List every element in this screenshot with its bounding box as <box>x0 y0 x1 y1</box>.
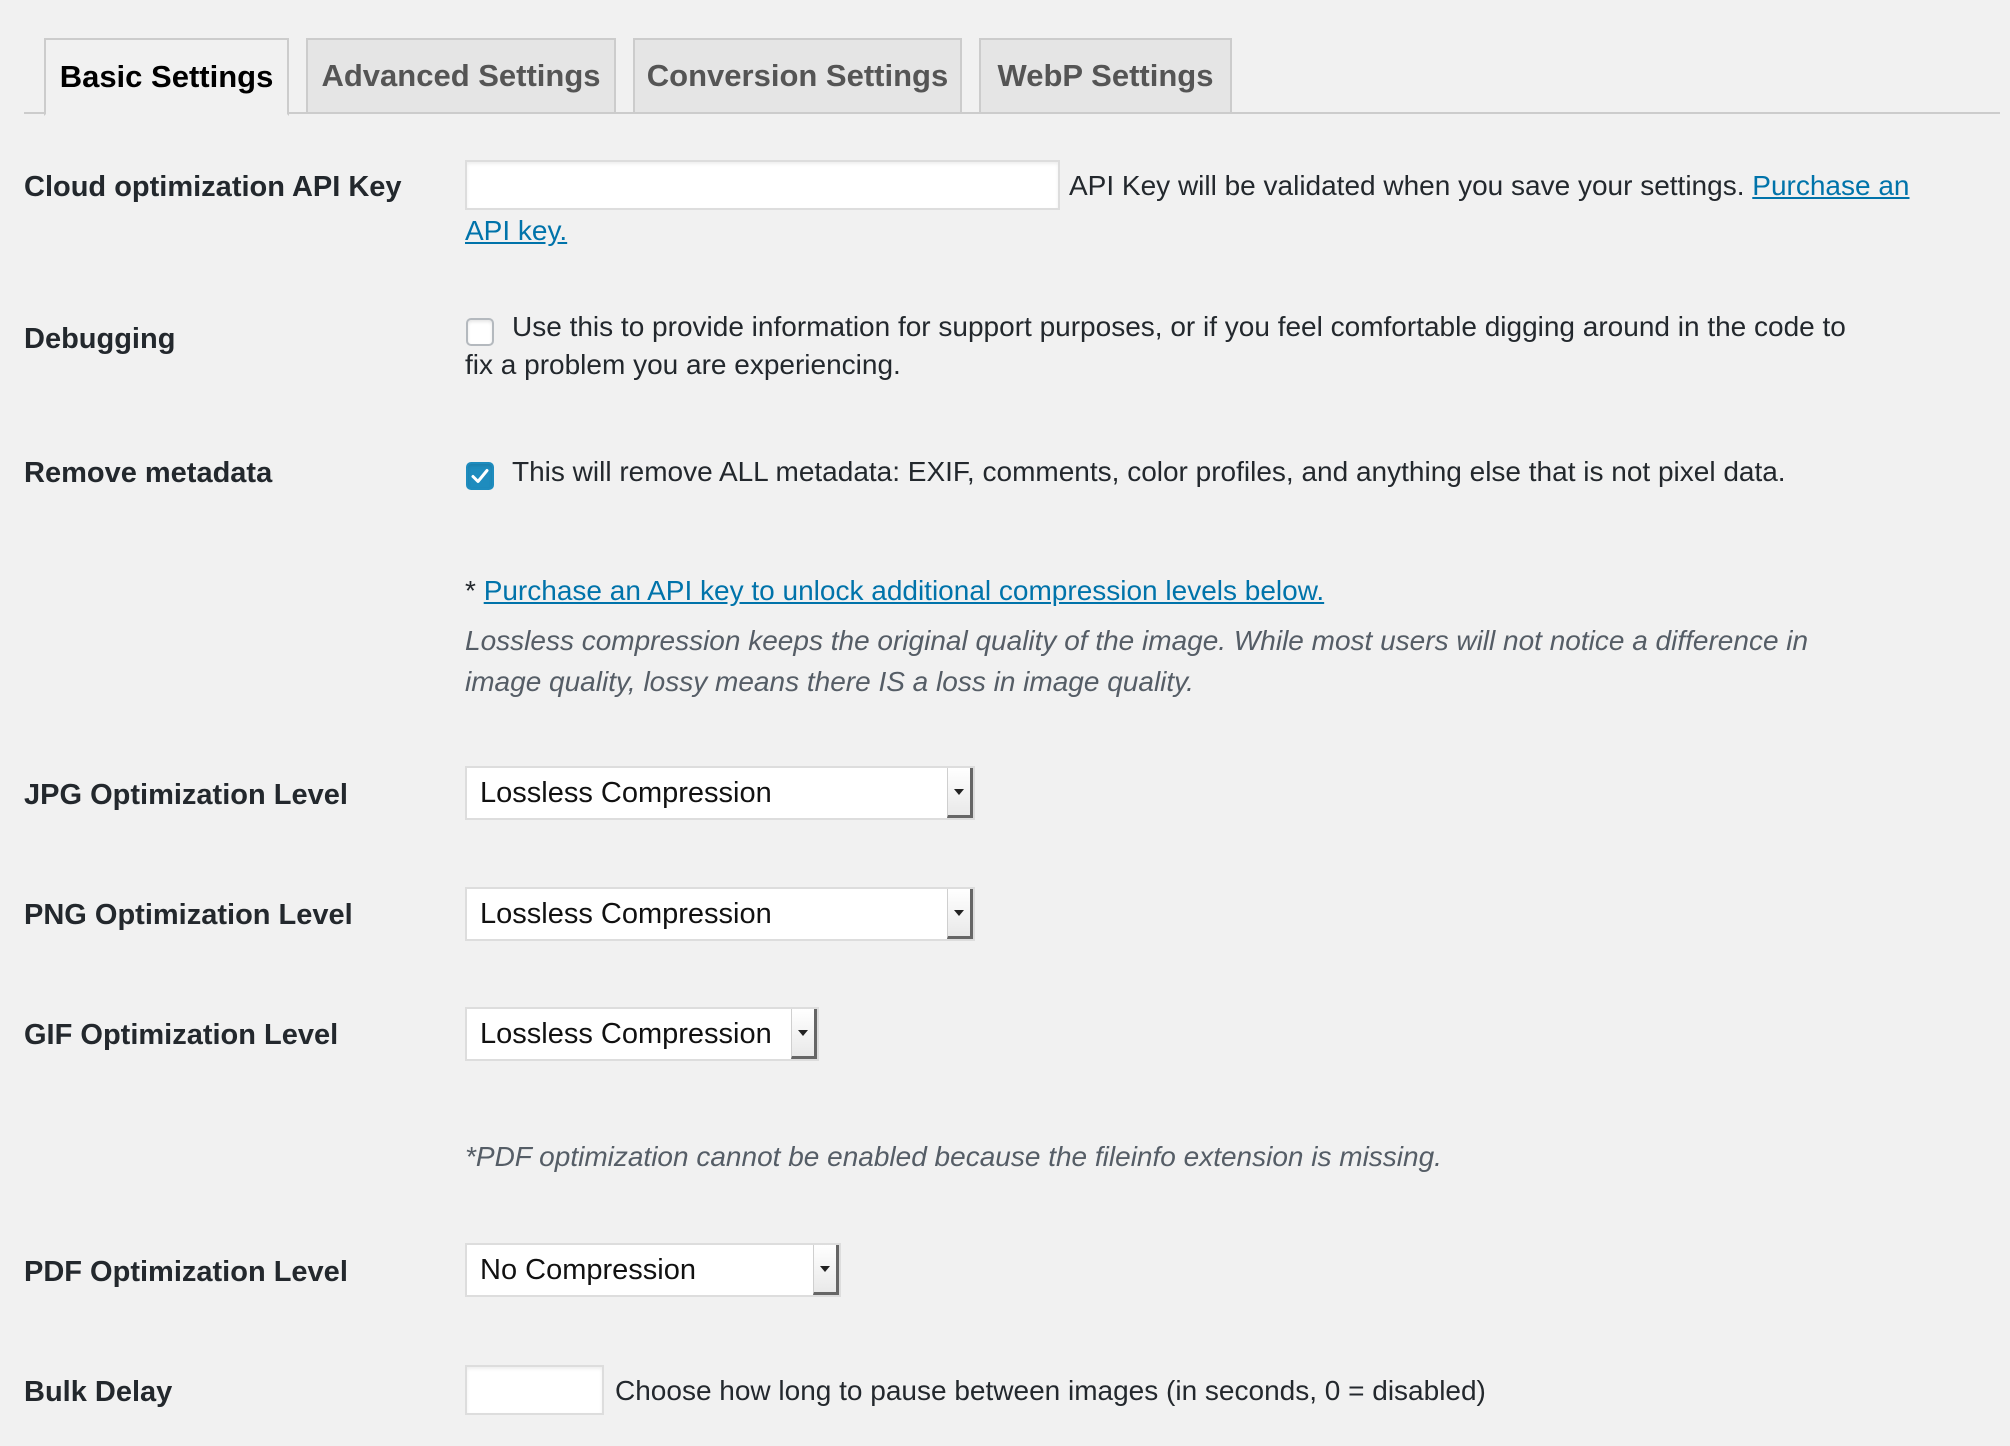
remove-metadata-description: This will remove ALL metadata: EXIF, comments, color profiles, and anything else that is not pixel data. <box>512 456 1786 487</box>
pdf-level-label: PDF Optimization Level <box>24 1256 348 1288</box>
bulk-delay-help: Choose how long to pause between images (in seconds, 0 = disabled) <box>615 1375 1486 1406</box>
remove-metadata-label: Remove metadata <box>24 457 273 489</box>
api-key-help-text: API Key will be validated when you save your settings. <box>1069 170 1745 201</box>
pdf-level-select[interactable] <box>465 1243 841 1297</box>
api-key-label: Cloud optimization API Key <box>24 171 402 203</box>
remove-metadata-checkbox[interactable] <box>466 462 494 490</box>
pdf-notice: *PDF optimization cannot be enabled because the fileinfo extension is missing. <box>465 1141 1442 1172</box>
debugging-description-line2: fix a problem you are experiencing. <box>465 349 901 380</box>
triangle-down-icon <box>813 1245 839 1295</box>
purchase-api-key-link[interactable]: Purchase an <box>1752 170 1910 201</box>
debugging-label: Debugging <box>24 323 176 355</box>
tab-conversion-settings[interactable]: Conversion Settings <box>633 38 962 114</box>
compression-notice-asterisk: * <box>465 575 476 606</box>
gif-level-select[interactable] <box>465 1007 819 1061</box>
gif-level-label: GIF Optimization Level <box>24 1019 339 1051</box>
compression-explanation-line2: image quality, lossy means there IS a loss in image quality. <box>465 666 1194 697</box>
png-level-select[interactable] <box>465 887 975 941</box>
tab-advanced-settings[interactable]: Advanced Settings <box>306 38 616 114</box>
checkmark-icon <box>469 465 491 487</box>
triangle-down-icon <box>947 889 973 939</box>
png-level-selected: Lossless Compression <box>480 897 772 930</box>
triangle-down-icon <box>947 768 973 818</box>
purchase-api-key-link-cont[interactable]: API key. <box>465 215 568 246</box>
gif-level-selected: Lossless Compression <box>480 1017 772 1050</box>
tab-basic-settings[interactable]: Basic Settings <box>44 38 289 116</box>
bulk-delay-label: Bulk Delay <box>24 1376 173 1408</box>
tab-webp-settings[interactable]: WebP Settings <box>979 38 1232 114</box>
bulk-delay-input[interactable] <box>465 1365 604 1415</box>
compression-explanation-line1: Lossless compression keeps the original quality of the image. While most users will not notice a difference in <box>465 625 1809 656</box>
compression-notice <box>465 572 1324 610</box>
jpg-level-selected: Lossless Compression <box>480 776 772 809</box>
pdf-level-selected: No Compression <box>480 1253 696 1286</box>
debugging-checkbox[interactable] <box>466 318 494 346</box>
purchase-api-key-unlock-link[interactable]: Purchase an API key to unlock additional compression levels below. <box>483 575 1325 606</box>
triangle-down-icon <box>791 1009 817 1059</box>
api-key-input[interactable] <box>465 160 1060 210</box>
jpg-level-label: JPG Optimization Level <box>24 779 348 811</box>
debugging-description-line1: Use this to provide information for support purposes, or if you feel comfortable digging around in the code to <box>512 311 1846 342</box>
api-key-help <box>1069 167 1969 205</box>
api-key-link-continued <box>465 212 567 250</box>
jpg-level-select[interactable] <box>465 766 975 820</box>
png-level-label: PNG Optimization Level <box>24 899 353 931</box>
